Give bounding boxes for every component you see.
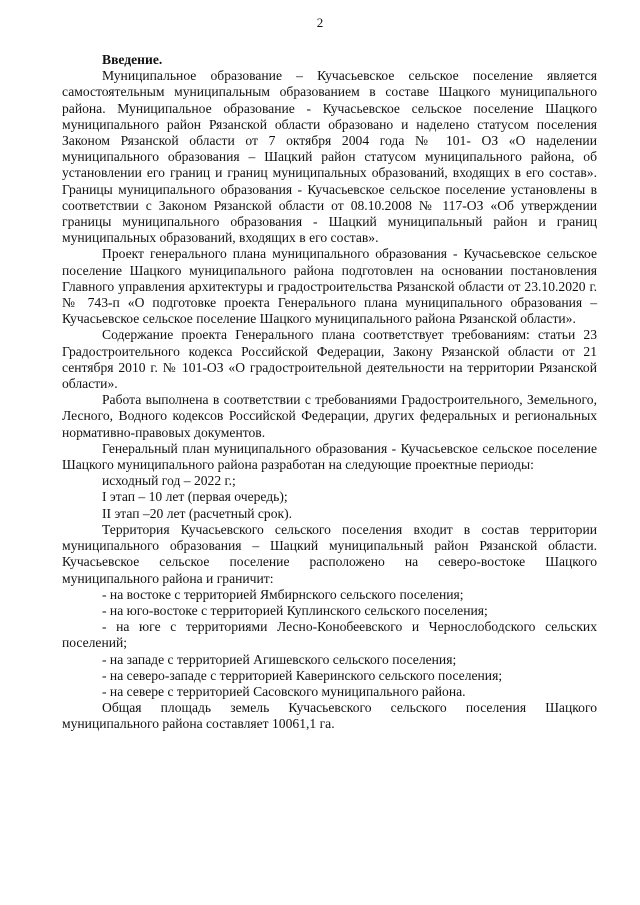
paragraph-plan-requirements: Содержание проекта Генерального плана соответствует требованиям: статьи 23 Градостроительного кодекса Российской Федерации, Закону Рязанской области от 21 сентября 2010 г. № 101-ОЗ «О градостроительной деятельности на территории Рязанской области».: [62, 327, 597, 392]
paragraph-work-compliance: Работа выполнена в соответствии с требованиями Градостроительного, Земельного, Лесного, Водного кодексов Российской Федерации, других федеральных и региональных нормативно-правовых документов.: [62, 392, 597, 440]
border-item: - на северо-западе с территорией Каверинского сельского поселения;: [102, 667, 503, 683]
border-item: - на севере с территорией Сасовского муниципального района.: [102, 683, 466, 699]
paragraph-general-plan-basis: Проект генерального плана муниципального образования - Кучасьевское сельское поселение Шацкого муниципального района подготовлен на основании постановления Главного управления архитектуры и градостроительства Рязанской области от 23.10.2020 г. № 743-п «О подготовке проекта Генерального плана муниципального образования – Кучасьевское сельское поселение Шацкого муниципального района Рязанской области».: [62, 246, 597, 327]
border-item: - на юге с территориями Лесно-Конобеевского и Чернослободского сельских поселений;: [62, 619, 597, 651]
border-item: - на юго-востоке с территорией Куплинского сельского поселения;: [102, 602, 488, 618]
paragraph-territory: Территория Кучасьевского сельского поселения входит в состав территории муниципального образования – Шацкий муниципальный район Рязанской области. Кучасьевское сельское поселение расположено на северо-востоке Шацкого муниципального района и граничит:: [62, 521, 597, 586]
document-body: [62, 52, 597, 733]
period-item: I этап – 10 лет (первая очередь);: [102, 489, 288, 505]
paragraph-total-area: Общая площадь земель Кучасьевского сельского поселения Шацкого муниципального района составляет 10061,1 га.: [62, 700, 597, 732]
section-heading: Введение.: [102, 52, 163, 67]
border-item: - на западе с территорией Агишевского сельского поселения;: [102, 651, 457, 667]
paragraph-municipal-status: Муниципальное образование – Кучасьевское сельское поселение является самостоятельным муниципальным образованием в составе Шацкого муниципального района. Муниципальное образование - Кучасьевское сельское поселение Шацкого муниципального район Рязанской области образовано и наделено статусом поселения Законом Рязанской области от 7 октября 2004 года № 101- ОЗ «О наделении муниципального образования – Шацкий район статусом муниципального района, об установлении его границ и границ муниципальных образований, входящих в его состав». Границы муниципального образования - Кучасьевское сельское поселение установлены в соответствии с Законом Рязанской области от 08.10.2008 № 117-ОЗ «Об утверждении границы муниципального образования - Шацкий муниципальный район и границ муниципальных образований, входящих в его состав».: [62, 68, 597, 246]
period-item: исходный год – 2022 г.;: [102, 473, 236, 489]
paragraph-project-periods: Генеральный план муниципального образования - Кучасьевское сельское поселение Шацкого муниципального района разработан на следующие проектные периоды:: [62, 440, 597, 473]
period-item: II этап –20 лет (расчетный срок).: [102, 505, 293, 521]
page-number: 2: [316, 15, 324, 30]
border-item: - на востоке с территорией Ямбирнского сельского поселения;: [102, 586, 464, 602]
